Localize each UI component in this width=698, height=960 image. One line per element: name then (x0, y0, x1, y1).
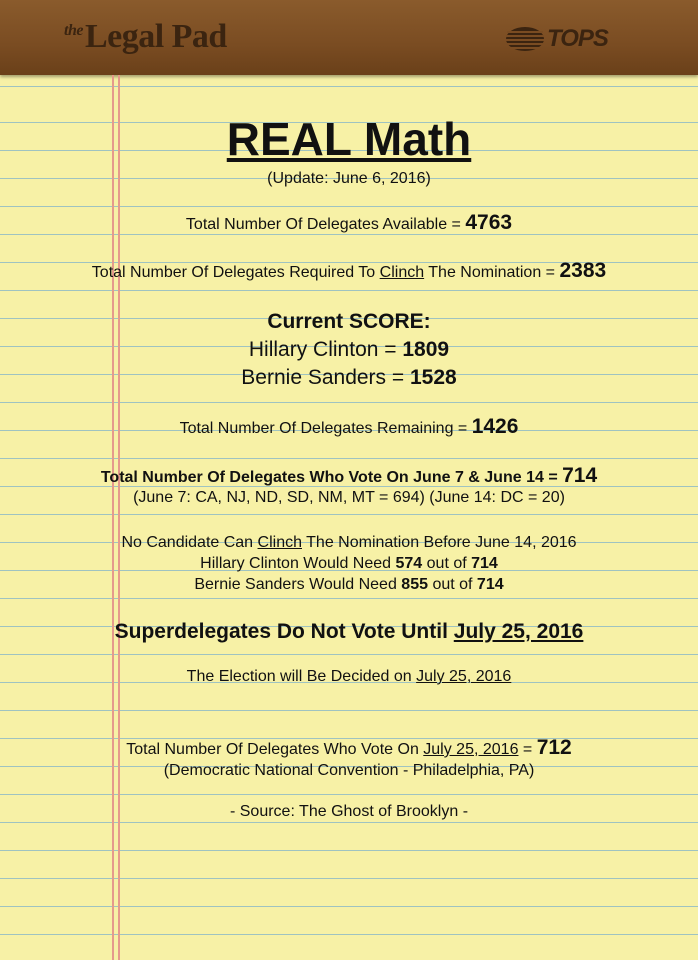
margin-line-left (112, 75, 114, 960)
clinton-label: Hillary Clinton = (248, 338, 403, 361)
pad-header (0, 0, 698, 75)
june-vote-label: Total Number Of Delegates Who Vote On June 7 & June 14 = (100, 469, 563, 486)
election-decided (0, 668, 698, 686)
page-title (0, 112, 698, 166)
clinton-value: 1809 (402, 338, 450, 361)
clinton-need (0, 555, 698, 573)
clinton-need-pre: Hillary Clinton Would Need (200, 555, 396, 572)
clinton-need-mid: out of (422, 555, 472, 572)
decided-date: July 25, 2016 (416, 668, 512, 685)
score-clinton (0, 338, 698, 362)
superdelegates-pre: Superdelegates Do Not Vote Until (114, 620, 454, 643)
source-credit: - Source: The Ghost of Brooklyn - (229, 803, 469, 820)
no-clinch-post: The Nomination Before June 14, 2016 (302, 534, 577, 551)
no-clinch-clinch: Clinch (257, 534, 302, 551)
june-vote-value: 714 (562, 464, 598, 487)
no-clinch (0, 534, 698, 552)
brand-the: the (64, 22, 83, 39)
required-value: 2383 (559, 259, 607, 282)
margin-line-right (118, 75, 120, 960)
available-value: 4763 (465, 211, 513, 234)
superdelegates (0, 620, 698, 644)
delegates-available (0, 211, 698, 235)
brand-name: Legal Pad (84, 18, 227, 55)
title-text: REAL Math (226, 113, 472, 165)
clinton-need-value: 574 (395, 555, 423, 572)
sanders-need (0, 576, 698, 594)
convention-detail: (Democratic National Convention - Philadelphia, PA) (163, 762, 535, 779)
sanders-need-of: 714 (476, 576, 504, 593)
available-label: Total Number Of Delegates Available = (185, 216, 466, 233)
score-heading: Current SCORE: (267, 310, 431, 333)
no-clinch-pre: No Candidate Can (121, 534, 258, 551)
tops-text: TOPS (547, 25, 608, 52)
score-sanders (0, 366, 698, 390)
superdelegates-date: July 25, 2016 (453, 620, 584, 643)
delegates-remaining (0, 415, 698, 439)
update-date: (Update: June 6, 2016) (267, 170, 431, 187)
june-vote (0, 464, 698, 488)
sanders-need-pre: Bernie Sanders Would Need (194, 576, 402, 593)
convention-pre: Total Number Of Delegates Who Vote On (126, 741, 424, 758)
sanders-label: Bernie Sanders = (241, 366, 410, 389)
remaining-value: 1426 (471, 415, 519, 438)
required-post: The Nomination = (424, 264, 560, 281)
convention-date: July 25, 2016 (423, 741, 519, 758)
convention-value: 712 (536, 736, 572, 759)
sanders-need-value: 855 (401, 576, 428, 593)
remaining-label: Total Number Of Delegates Remaining = (179, 420, 472, 437)
required-pre: Total Number Of Delegates Required To (91, 264, 380, 281)
brand-logo (64, 18, 227, 56)
june-vote-detail: (June 7: CA, NJ, ND, SD, NM, MT = 694) (June 14: DC = 20) (133, 489, 565, 506)
clinton-need-of: 714 (471, 555, 498, 572)
convention-post: = (518, 741, 537, 758)
required-clinch: Clinch (379, 264, 425, 281)
decided-pre: The Election will Be Decided on (186, 668, 417, 685)
sanders-need-mid: out of (428, 576, 477, 593)
delegates-required (0, 259, 698, 283)
tops-globe-icon (505, 26, 545, 52)
sanders-value: 1528 (409, 366, 457, 389)
convention-vote (0, 736, 698, 760)
tops-logo (505, 24, 608, 54)
